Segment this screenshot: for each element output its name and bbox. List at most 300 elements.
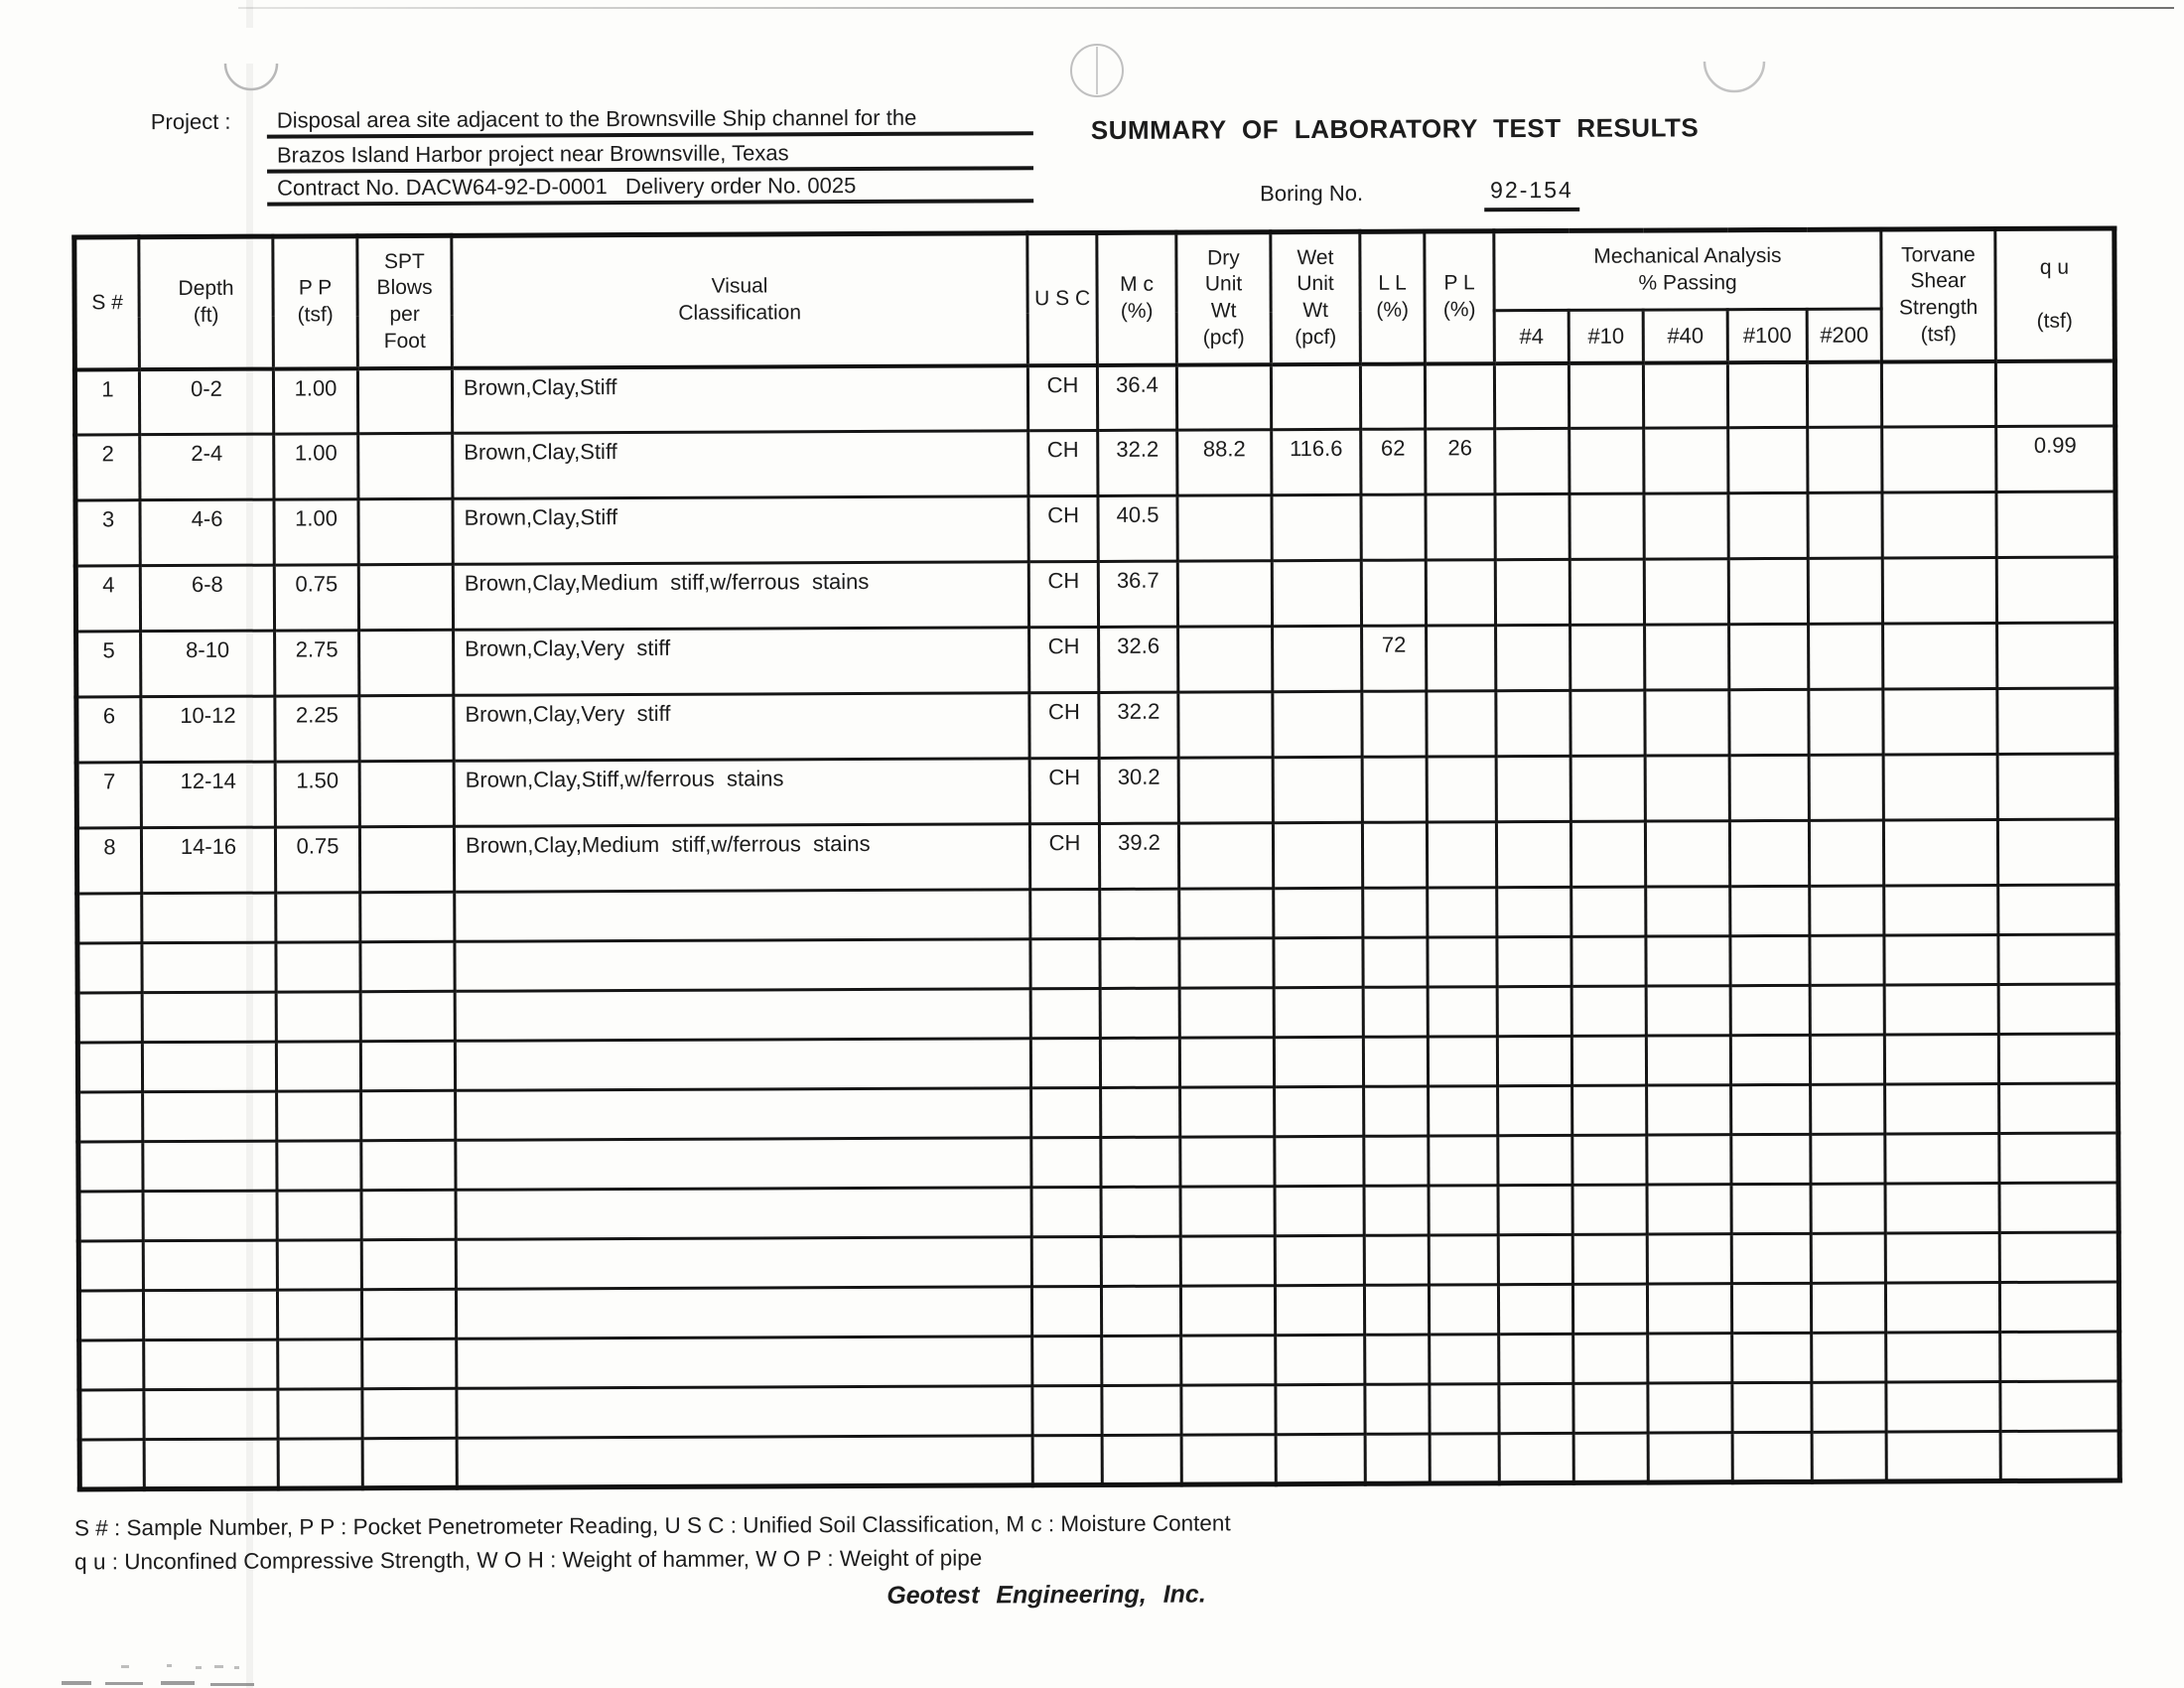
- cell-s10: [1571, 986, 1646, 1036]
- cell-depth: [142, 942, 276, 993]
- cell-visual: [455, 1039, 1030, 1091]
- cell-visual: [457, 1336, 1032, 1389]
- cell-ll: [1364, 1235, 1429, 1285]
- cell-s100: [1731, 1233, 1811, 1283]
- cell-s10: [1570, 821, 1645, 887]
- cell-s200: [1811, 1283, 1885, 1333]
- table-row-empty: [78, 1083, 2118, 1142]
- cell-usc: [1031, 1087, 1101, 1137]
- cell-pp: 2.75: [275, 631, 359, 696]
- cell-usc: [1032, 1435, 1102, 1484]
- cell-spt: [362, 1438, 457, 1487]
- table-row-empty: [78, 1133, 2118, 1192]
- col-header-usc: U S C: [1027, 232, 1098, 364]
- cell-s: 8: [76, 828, 141, 894]
- cell-s40: [1644, 493, 1728, 559]
- cell-pl: [1429, 1235, 1498, 1285]
- cell-mc: 32.2: [1098, 430, 1177, 495]
- cell-usc: [1030, 988, 1100, 1038]
- col-header-pp: P P (tsf): [273, 236, 358, 368]
- col-header-mc: M c (%): [1097, 232, 1177, 364]
- cell-s4: [1499, 1383, 1573, 1433]
- cell-dry: [1178, 823, 1273, 889]
- cell-qu: [1999, 1282, 2118, 1333]
- cell-ll: [1361, 560, 1426, 626]
- cell-torvane: [1883, 755, 1997, 821]
- cell-s4: [1496, 690, 1570, 756]
- cell-ll: 62: [1361, 429, 1426, 494]
- cell-s40: [1647, 1234, 1731, 1284]
- cell-s: [77, 1043, 142, 1092]
- cell-s40: [1645, 690, 1729, 756]
- cell-mc: [1101, 1187, 1180, 1236]
- cell-s4: [1499, 1433, 1573, 1482]
- cell-s40: [1648, 1383, 1732, 1433]
- cell-s: [78, 1241, 143, 1291]
- cell-usc: CH: [1029, 627, 1099, 692]
- cell-dry: [1178, 758, 1273, 823]
- cell-qu: [1998, 984, 2117, 1035]
- lab-results-table: [71, 225, 2122, 1491]
- cell-depth: [143, 1240, 277, 1291]
- table-row-empty: [78, 1183, 2118, 1241]
- cell-torvane: [1886, 1432, 2000, 1482]
- cell-s4: [1494, 362, 1569, 428]
- cell-torvane: [1884, 1035, 1998, 1085]
- cell-usc: [1032, 1385, 1102, 1435]
- cell-s4: [1499, 1334, 1573, 1383]
- cell-s40: [1647, 1135, 1731, 1185]
- cell-torvane: [1885, 1283, 1999, 1334]
- cell-qu: [1998, 885, 2117, 935]
- cell-wet: [1272, 560, 1361, 626]
- cell-visual: Brown,Clay,Stiff: [453, 431, 1028, 499]
- col-header-depth: Depth (ft): [139, 236, 274, 369]
- cell-spt: [359, 826, 454, 892]
- cell-mc: [1100, 889, 1179, 938]
- cell-mc: [1101, 1286, 1180, 1336]
- cell-s10: [1570, 493, 1644, 559]
- col-header-dry-unit-wt: Dry Unit Wt (pcf): [1176, 232, 1272, 364]
- cell-usc: [1031, 1286, 1101, 1336]
- cell-pp: [277, 1290, 361, 1339]
- cell-pp: [278, 1389, 362, 1439]
- cell-torvane: [1882, 427, 1996, 493]
- cell-spt: [358, 564, 453, 630]
- cell-s40: [1646, 936, 1730, 986]
- cell-s10: [1572, 1185, 1647, 1234]
- cell-depth: [142, 992, 276, 1043]
- cell-s: [77, 894, 142, 943]
- cell-s: 1: [74, 369, 139, 435]
- cell-pp: [277, 1141, 361, 1191]
- cell-s40: [1647, 1185, 1731, 1234]
- page-title: SUMMARY OF LABORATORY TEST RESULTS: [1090, 112, 1700, 145]
- table-row-empty: [78, 1282, 2118, 1340]
- cell-s100: [1731, 1184, 1811, 1233]
- cell-s10: [1570, 625, 1645, 690]
- cell-mc: [1101, 1137, 1180, 1187]
- cell-spt: [360, 941, 455, 991]
- cell-s200: [1809, 624, 1883, 689]
- cell-mc: 30.2: [1099, 758, 1178, 823]
- cell-mc: [1101, 1236, 1180, 1286]
- cell-s10: [1570, 559, 1644, 625]
- cell-s10: [1571, 1036, 1646, 1085]
- cell-depth: 6-8: [140, 565, 274, 632]
- cell-s100: [1730, 985, 1810, 1035]
- cell-torvane: [1886, 1333, 2000, 1383]
- cell-s100: [1729, 755, 1809, 820]
- cell-s10: [1571, 887, 1646, 936]
- cell-s40: [1648, 1334, 1732, 1383]
- cell-visual: [456, 1138, 1031, 1191]
- cell-visual: Brown,Clay,Stiff: [453, 496, 1028, 565]
- cell-qu: [2000, 1381, 2119, 1432]
- cell-qu: [1996, 492, 2116, 558]
- cell-visual: [455, 989, 1030, 1042]
- cell-mc: [1100, 1038, 1179, 1087]
- cell-wet: [1276, 1384, 1365, 1434]
- cell-s4: [1498, 1234, 1572, 1284]
- cell-s: [77, 993, 142, 1043]
- cell-visual: [457, 1436, 1032, 1488]
- cell-ll: [1363, 987, 1428, 1037]
- cell-dry: [1179, 1038, 1274, 1087]
- cell-s200: [1808, 558, 1882, 624]
- cell-dry: [1180, 1187, 1275, 1236]
- cell-s100: [1728, 558, 1808, 624]
- cell-s100: [1729, 624, 1809, 689]
- cell-s200: [1811, 1233, 1885, 1283]
- cell-s10: [1572, 1284, 1647, 1334]
- cell-s100: [1732, 1333, 1812, 1382]
- cell-pl: [1425, 363, 1494, 429]
- cell-s100: [1732, 1382, 1812, 1432]
- cell-s40: [1645, 821, 1729, 887]
- cell-usc: CH: [1029, 692, 1099, 758]
- cell-s4: [1498, 1185, 1572, 1234]
- cell-qu: 0.99: [1996, 426, 2116, 492]
- cell-torvane: [1882, 558, 1996, 625]
- cell-pp: 1.00: [274, 499, 358, 565]
- cell-usc: [1031, 1187, 1101, 1236]
- cell-torvane: [1883, 820, 1997, 887]
- cell-pp: 1.50: [275, 762, 359, 827]
- cell-wet: [1275, 1136, 1364, 1186]
- cell-s10: [1570, 428, 1644, 493]
- col-header-sieve-100: #100: [1727, 309, 1807, 361]
- cell-spt: [361, 1239, 456, 1289]
- cell-s: 7: [76, 763, 141, 828]
- cell-torvane: [1884, 935, 1998, 986]
- cell-mc: [1102, 1435, 1181, 1484]
- col-header-sieve-40: #40: [1643, 310, 1727, 362]
- boring-no-value: 92-154: [1484, 177, 1579, 211]
- cell-usc: [1031, 1236, 1101, 1286]
- cell-ll: [1362, 757, 1427, 822]
- cell-pp: [277, 1191, 361, 1240]
- cell-s4: [1495, 428, 1570, 493]
- cell-depth: 2-4: [140, 434, 274, 500]
- cell-s10: [1573, 1383, 1648, 1433]
- cell-ll: [1365, 1384, 1430, 1434]
- cell-s200: [1808, 427, 1882, 492]
- cell-usc: CH: [1027, 364, 1097, 430]
- cell-s4: [1497, 986, 1571, 1036]
- cell-wet: [1274, 1037, 1363, 1086]
- cell-ll: [1363, 888, 1428, 937]
- cell-pl: [1426, 560, 1495, 626]
- cell-s200: [1812, 1432, 1886, 1481]
- cell-ll: [1364, 1136, 1429, 1186]
- cell-torvane: [1884, 985, 1998, 1036]
- table-row-empty: [78, 1232, 2118, 1291]
- cell-dry: [1181, 1435, 1276, 1484]
- cell-ll: [1365, 1335, 1430, 1384]
- cell-pl: [1428, 888, 1497, 937]
- cell-wet: [1273, 691, 1362, 757]
- cell-depth: 14-16: [141, 827, 275, 894]
- cell-usc: CH: [1028, 430, 1098, 495]
- cell-visual: Brown,Clay,Stiff,w/ferrous stains: [454, 759, 1029, 827]
- col-header-ll: L L (%): [1360, 231, 1426, 363]
- cell-usc: CH: [1029, 758, 1099, 823]
- col-header-qu: q u (tsf): [1995, 228, 2116, 361]
- cell-mc: [1102, 1336, 1181, 1385]
- cell-depth: [144, 1389, 278, 1440]
- cell-wet: [1272, 494, 1361, 560]
- cell-s200: [1810, 935, 1884, 985]
- cell-pl: [1430, 1384, 1499, 1434]
- cell-s200: [1807, 361, 1881, 427]
- cell-pl: [1429, 1285, 1498, 1335]
- cell-wet: [1275, 1186, 1364, 1235]
- cell-mc: [1100, 938, 1179, 988]
- cell-usc: [1032, 1336, 1102, 1385]
- cell-pl: [1429, 1086, 1498, 1136]
- cell-pp: 0.75: [274, 565, 358, 631]
- cell-mc: [1101, 1087, 1180, 1137]
- cell-usc: [1030, 889, 1100, 938]
- cell-ll: [1364, 1086, 1429, 1136]
- col-header-wet-unit-wt: Wet Unit Wt (pcf): [1271, 231, 1361, 363]
- cell-s40: [1643, 362, 1727, 428]
- cell-dry: 88.2: [1177, 430, 1272, 495]
- cell-s40: [1648, 1433, 1732, 1482]
- cell-spt: [359, 630, 454, 695]
- cell-dry: [1178, 627, 1273, 692]
- cell-s40: [1645, 756, 1729, 821]
- table-row: [74, 360, 2115, 435]
- cell-pl: 26: [1426, 429, 1495, 494]
- cell-mc: 39.2: [1099, 823, 1178, 889]
- cell-qu: [1999, 1083, 2118, 1134]
- cell-wet: [1273, 822, 1362, 888]
- cell-torvane: [1885, 1134, 1999, 1185]
- cell-spt: [357, 367, 452, 433]
- cell-spt: [361, 1190, 456, 1239]
- cell-spt: [359, 761, 454, 826]
- cell-qu: [2000, 1332, 2119, 1382]
- cell-pp: [278, 1339, 362, 1389]
- cell-visual: Brown,Clay,Very stiff: [454, 628, 1029, 696]
- cell-qu: [1995, 360, 2115, 427]
- cell-depth: [142, 1042, 276, 1092]
- cell-visual: Brown,Clay,Very stiff: [454, 693, 1029, 762]
- cell-mc: [1102, 1385, 1181, 1435]
- cell-usc: [1031, 1137, 1101, 1187]
- cell-pp: [276, 942, 360, 992]
- table-row: [76, 688, 2116, 763]
- cell-spt: [361, 1289, 456, 1338]
- cell-s10: [1573, 1334, 1648, 1383]
- cell-qu: [1997, 623, 2116, 689]
- cell-depth: 4-6: [140, 499, 274, 566]
- cell-s200: [1811, 1084, 1885, 1134]
- cell-s: [78, 1092, 143, 1142]
- cell-wet: [1273, 626, 1362, 691]
- cell-s10: [1570, 756, 1645, 821]
- cell-s100: [1732, 1432, 1812, 1481]
- cell-spt: [359, 695, 454, 761]
- cell-s: [78, 1291, 143, 1340]
- cell-dry: [1178, 692, 1273, 758]
- cell-dry: [1180, 1137, 1275, 1187]
- cell-qu: [1998, 1034, 2117, 1084]
- cell-dry: [1180, 1286, 1275, 1336]
- cell-s100: [1728, 492, 1808, 558]
- cell-s40: [1645, 625, 1729, 690]
- cell-s200: [1809, 689, 1883, 755]
- cell-wet: [1276, 1335, 1365, 1384]
- cell-torvane: [1883, 624, 1997, 690]
- cell-qu: [1999, 1183, 2118, 1233]
- cell-torvane: [1883, 689, 1997, 756]
- table-row-empty: [77, 1034, 2117, 1092]
- table-row-empty: [77, 885, 2117, 943]
- cell-ll: [1364, 1285, 1429, 1335]
- cell-pp: 1.00: [273, 368, 357, 434]
- cell-s4: [1496, 756, 1570, 821]
- cell-wet: [1275, 1086, 1364, 1136]
- table-row: [76, 623, 2116, 697]
- company-name: Geotest Engineering, Inc.: [887, 1580, 1206, 1610]
- cell-torvane: [1884, 886, 1998, 936]
- cell-s200: [1812, 1382, 1886, 1432]
- cell-spt: [360, 892, 455, 941]
- cell-spt: [358, 433, 453, 498]
- cell-ll: [1364, 1186, 1429, 1235]
- footnote-abbreviations-1: S # : Sample Number, P P : Pocket Penetrometer Reading, U S C : Unified Soil Classification, M c : Moisture Content: [73, 1510, 1231, 1541]
- cell-visual: [456, 1088, 1031, 1141]
- cell-ll: 72: [1362, 626, 1427, 691]
- cell-pp: [278, 1439, 362, 1488]
- cell-s10: [1571, 936, 1646, 986]
- cell-s100: [1730, 886, 1810, 935]
- col-header-sieve-10: #10: [1569, 310, 1643, 362]
- cell-visual: [456, 1237, 1031, 1290]
- cell-pl: [1429, 1186, 1498, 1235]
- cell-s4: [1495, 493, 1570, 559]
- cell-pl: [1427, 822, 1496, 888]
- cell-s4: [1496, 821, 1570, 887]
- cell-s100: [1727, 361, 1807, 427]
- cell-s200: [1811, 1134, 1885, 1184]
- cell-ll: [1361, 494, 1426, 560]
- cell-pp: 0.75: [275, 827, 359, 893]
- cell-torvane: [1885, 1233, 1999, 1284]
- cell-s10: [1572, 1135, 1647, 1185]
- col-header-torvane: Torvane Shear Strength (tsf): [1881, 229, 1996, 362]
- cell-mc: 36.7: [1098, 561, 1177, 627]
- cell-wet: [1274, 937, 1363, 987]
- cell-usc: [1030, 938, 1100, 988]
- cell-s: [79, 1340, 144, 1390]
- table-row-empty: [79, 1381, 2119, 1440]
- cell-dry: [1177, 495, 1272, 561]
- cell-dry: [1181, 1336, 1276, 1385]
- cell-wet: [1274, 888, 1363, 937]
- cell-s200: [1810, 985, 1884, 1035]
- boring-no-label: Boring No.: [1260, 180, 1364, 207]
- cell-spt: [361, 1090, 456, 1140]
- cell-visual: [456, 1287, 1031, 1339]
- cell-depth: 8-10: [141, 631, 275, 697]
- table-row: [75, 557, 2116, 632]
- cell-visual: [455, 939, 1030, 992]
- cell-dry: [1180, 1236, 1275, 1286]
- cell-spt: [361, 1140, 456, 1190]
- cell-ll: [1362, 822, 1427, 888]
- col-header-sieve-200: #200: [1807, 309, 1881, 361]
- cell-ll: [1363, 937, 1428, 987]
- cell-torvane: [1882, 492, 1996, 559]
- cell-qu: [1998, 934, 2117, 985]
- cell-s200: [1808, 492, 1882, 558]
- cell-mc: 40.5: [1098, 495, 1177, 561]
- cell-pl: [1428, 987, 1497, 1037]
- cell-s: [79, 1440, 144, 1489]
- cell-dry: [1177, 561, 1272, 627]
- cell-pl: [1427, 691, 1496, 757]
- cell-pp: [276, 893, 360, 942]
- cell-depth: [144, 1339, 278, 1390]
- footnote-abbreviations-2: q u : Unconfined Compressive Strength, W O H : Weight of hammer, W O P : Weight of pipe: [74, 1545, 983, 1575]
- cell-visual: Brown,Clay,Stiff: [452, 365, 1027, 434]
- table-row: [76, 819, 2116, 894]
- cell-pp: [276, 992, 360, 1042]
- cell-torvane: [1886, 1382, 2000, 1433]
- cell-ll: [1360, 363, 1425, 429]
- cell-visual: [457, 1386, 1032, 1439]
- table-row: [75, 426, 2116, 500]
- cell-s100: [1729, 689, 1809, 755]
- cell-pl: [1428, 937, 1497, 987]
- project-label: Project :: [150, 108, 231, 135]
- cell-s100: [1731, 1283, 1811, 1333]
- cell-qu: [1996, 557, 2116, 624]
- col-header-pl: P L (%): [1425, 231, 1495, 363]
- cell-pp: [277, 1240, 361, 1290]
- cell-pl: [1430, 1434, 1499, 1483]
- cell-s10: [1569, 362, 1643, 428]
- table-body: [74, 360, 2119, 1489]
- cell-dry: [1181, 1385, 1276, 1435]
- cell-qu: [1999, 1133, 2118, 1184]
- cell-spt: [360, 1041, 455, 1090]
- cell-pl: [1427, 626, 1496, 691]
